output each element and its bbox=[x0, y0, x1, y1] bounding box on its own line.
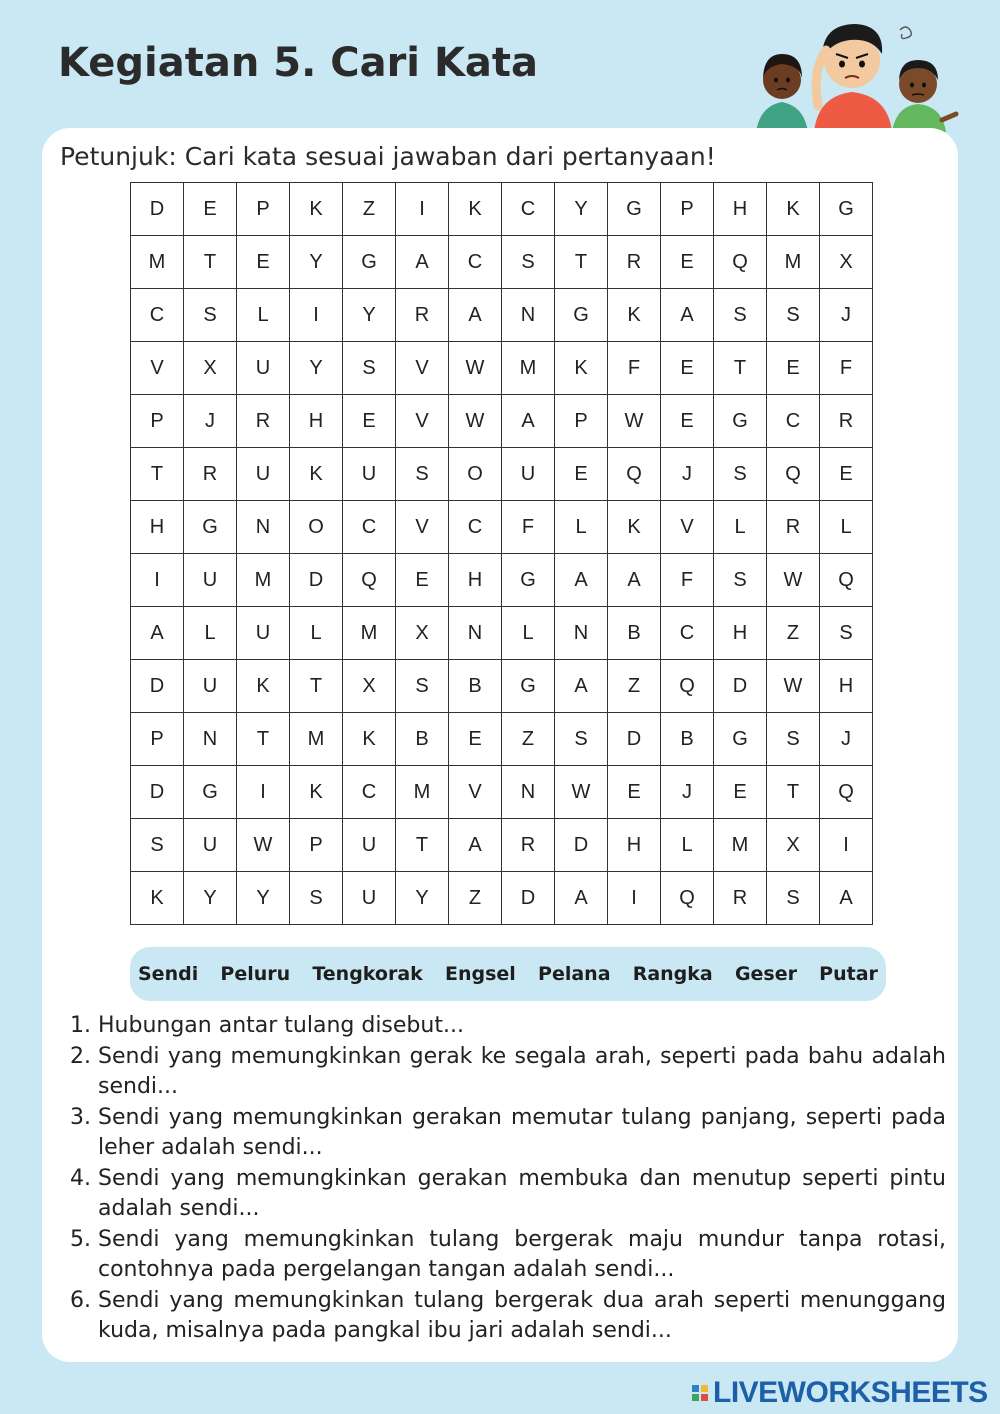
logo-text: LIVEWORKSHEETS bbox=[713, 1376, 988, 1409]
grid-cell[interactable]: L bbox=[555, 501, 608, 554]
grid-cell[interactable]: X bbox=[767, 819, 820, 872]
grid-cell[interactable]: P bbox=[290, 819, 343, 872]
grid-cell[interactable]: U bbox=[343, 448, 396, 501]
grid-cell[interactable]: L bbox=[714, 501, 767, 554]
grid-cell[interactable]: Y bbox=[555, 183, 608, 236]
grid-cell[interactable]: Z bbox=[449, 872, 502, 925]
grid-cell[interactable]: N bbox=[237, 501, 290, 554]
grid-cell[interactable]: M bbox=[714, 819, 767, 872]
instruction-text: Petunjuk: Cari kata sesuai jawaban dari pertanyaan! bbox=[60, 142, 716, 171]
grid-cell[interactable]: S bbox=[714, 289, 767, 342]
word-bank-item: Geser bbox=[734, 963, 797, 985]
grid-cell[interactable]: P bbox=[555, 395, 608, 448]
grid-cell[interactable]: M bbox=[237, 554, 290, 607]
grid-cell[interactable]: W bbox=[608, 395, 661, 448]
grid-cell[interactable]: T bbox=[714, 342, 767, 395]
grid-cell[interactable]: H bbox=[290, 395, 343, 448]
grid-cell[interactable]: Z bbox=[502, 713, 555, 766]
children-illustration bbox=[752, 10, 960, 132]
grid-cell[interactable]: H bbox=[608, 819, 661, 872]
grid-cell[interactable]: A bbox=[396, 236, 449, 289]
grid-cell[interactable]: S bbox=[767, 289, 820, 342]
grid-row bbox=[131, 713, 873, 766]
word-bank-item: Putar bbox=[819, 963, 878, 985]
word-bank-item: Rangka bbox=[632, 963, 713, 985]
grid-cell[interactable]: H bbox=[714, 183, 767, 236]
grid-cell[interactable]: M bbox=[343, 607, 396, 660]
grid-cell[interactable]: E bbox=[555, 448, 608, 501]
grid-cell[interactable]: S bbox=[714, 554, 767, 607]
grid-cell[interactable]: W bbox=[237, 819, 290, 872]
grid-cell[interactable]: T bbox=[290, 660, 343, 713]
grid-cell[interactable]: X bbox=[343, 660, 396, 713]
question-item: 3. Sendi yang memungkinkan gerakan memutar tulang panjang, seperti pada leher adalah sendi... bbox=[98, 1103, 946, 1164]
word-bank-item: Pelana bbox=[538, 963, 611, 985]
grid-cell[interactable]: H bbox=[449, 554, 502, 607]
grid-cell[interactable]: Q bbox=[767, 448, 820, 501]
grid-cell[interactable]: C bbox=[661, 607, 714, 660]
grid-cell[interactable]: K bbox=[449, 183, 502, 236]
grid-cell[interactable]: S bbox=[767, 713, 820, 766]
grid-cell[interactable]: S bbox=[555, 713, 608, 766]
grid-cell[interactable]: Y bbox=[237, 872, 290, 925]
grid-cell[interactable]: S bbox=[131, 819, 184, 872]
grid-cell[interactable]: X bbox=[820, 236, 873, 289]
grid-cell[interactable]: P bbox=[131, 395, 184, 448]
grid-cell[interactable]: S bbox=[820, 607, 873, 660]
grid-cell[interactable]: E bbox=[714, 766, 767, 819]
grid-cell[interactable]: B bbox=[608, 607, 661, 660]
grid-cell[interactable]: U bbox=[184, 819, 237, 872]
grid-cell[interactable]: M bbox=[290, 713, 343, 766]
grid-cell[interactable]: I bbox=[820, 819, 873, 872]
grid-cell[interactable]: E bbox=[608, 766, 661, 819]
grid-cell[interactable]: I bbox=[396, 183, 449, 236]
grid-cell[interactable]: K bbox=[767, 183, 820, 236]
grid-cell[interactable]: Q bbox=[820, 554, 873, 607]
grid-cell[interactable]: A bbox=[555, 554, 608, 607]
word-bank-item: Sendi bbox=[138, 963, 199, 985]
grid-cell[interactable]: E bbox=[396, 554, 449, 607]
word-search-grid bbox=[130, 182, 873, 925]
grid-cell[interactable]: A bbox=[555, 872, 608, 925]
grid-cell[interactable]: G bbox=[502, 554, 555, 607]
grid-cell[interactable]: T bbox=[396, 819, 449, 872]
grid-cell[interactable]: W bbox=[767, 554, 820, 607]
grid-cell[interactable]: S bbox=[502, 236, 555, 289]
grid-cell[interactable]: K bbox=[131, 872, 184, 925]
grid-cell[interactable]: I bbox=[290, 289, 343, 342]
grid-row bbox=[131, 183, 873, 236]
grid-cell[interactable]: N bbox=[184, 713, 237, 766]
liveworksheets-logo bbox=[692, 1376, 988, 1410]
grid-cell[interactable]: J bbox=[661, 448, 714, 501]
grid-cell[interactable]: D bbox=[290, 554, 343, 607]
question-item: 1. Hubungan antar tulang disebut... bbox=[98, 1011, 946, 1042]
grid-cell[interactable]: U bbox=[184, 660, 237, 713]
grid-cell[interactable]: A bbox=[820, 872, 873, 925]
grid-cell[interactable]: V bbox=[396, 501, 449, 554]
grid-cell[interactable]: G bbox=[184, 501, 237, 554]
grid-cell[interactable]: G bbox=[714, 395, 767, 448]
grid-cell[interactable]: A bbox=[449, 819, 502, 872]
grid-cell[interactable]: D bbox=[131, 183, 184, 236]
grid-row bbox=[131, 872, 873, 925]
grid-cell[interactable]: Z bbox=[608, 660, 661, 713]
grid-cell[interactable]: U bbox=[343, 872, 396, 925]
grid-cell[interactable]: E bbox=[661, 236, 714, 289]
grid-cell[interactable]: E bbox=[184, 183, 237, 236]
grid-cell[interactable]: N bbox=[502, 289, 555, 342]
grid-cell[interactable]: V bbox=[131, 342, 184, 395]
grid-cell[interactable]: L bbox=[184, 607, 237, 660]
grid-cell[interactable]: Z bbox=[343, 183, 396, 236]
word-bank-item: Engsel bbox=[445, 963, 516, 985]
question-item: 5. Sendi yang memungkinkan tulang bergerak maju mundur tanpa rotasi, contohnya pada pergelangan tangan adalah sendi... bbox=[98, 1225, 946, 1286]
grid-cell[interactable]: T bbox=[131, 448, 184, 501]
grid-cell[interactable]: Q bbox=[661, 660, 714, 713]
grid-cell[interactable]: N bbox=[449, 607, 502, 660]
grid-cell[interactable]: E bbox=[449, 713, 502, 766]
grid-cell[interactable]: U bbox=[237, 607, 290, 660]
grid-cell[interactable]: G bbox=[820, 183, 873, 236]
grid-cell[interactable]: H bbox=[131, 501, 184, 554]
grid-cell[interactable]: V bbox=[396, 342, 449, 395]
grid-cell[interactable]: K bbox=[290, 448, 343, 501]
grid-cell[interactable]: B bbox=[661, 713, 714, 766]
grid-cell[interactable]: J bbox=[661, 766, 714, 819]
word-bank-item: Tengkorak bbox=[312, 963, 423, 985]
grid-cell[interactable]: K bbox=[290, 183, 343, 236]
grid-cell[interactable]: C bbox=[343, 766, 396, 819]
grid-cell[interactable]: W bbox=[767, 660, 820, 713]
grid-row bbox=[131, 289, 873, 342]
word-bank bbox=[130, 947, 886, 1001]
grid-cell[interactable]: S bbox=[396, 660, 449, 713]
logo-icon bbox=[692, 1385, 708, 1401]
grid-cell[interactable]: T bbox=[555, 236, 608, 289]
grid-cell[interactable]: P bbox=[237, 183, 290, 236]
grid-cell[interactable]: W bbox=[555, 766, 608, 819]
grid-cell[interactable]: W bbox=[449, 342, 502, 395]
grid-cell[interactable]: A bbox=[131, 607, 184, 660]
grid-cell[interactable]: G bbox=[555, 289, 608, 342]
grid-cell[interactable]: B bbox=[449, 660, 502, 713]
grid-row bbox=[131, 766, 873, 819]
grid-cell[interactable]: N bbox=[555, 607, 608, 660]
grid-cell[interactable]: V bbox=[396, 395, 449, 448]
grid-cell[interactable]: R bbox=[820, 395, 873, 448]
grid-row bbox=[131, 395, 873, 448]
grid-cell[interactable]: G bbox=[343, 236, 396, 289]
grid-cell[interactable]: D bbox=[714, 660, 767, 713]
question-item: 6. Sendi yang memungkinkan tulang bergerak dua arah seperti menunggang kuda, misalnya pada pangkal ibu jari adalah sendi... bbox=[98, 1286, 946, 1347]
grid-cell[interactable]: X bbox=[396, 607, 449, 660]
grid-cell[interactable]: D bbox=[555, 819, 608, 872]
grid-cell[interactable]: C bbox=[767, 395, 820, 448]
grid-cell[interactable]: A bbox=[502, 395, 555, 448]
grid-cell[interactable]: E bbox=[820, 448, 873, 501]
grid-cell[interactable]: F bbox=[820, 342, 873, 395]
grid-cell[interactable]: U bbox=[502, 448, 555, 501]
grid-cell[interactable]: R bbox=[714, 872, 767, 925]
grid-cell[interactable]: D bbox=[131, 660, 184, 713]
grid-cell[interactable]: C bbox=[449, 236, 502, 289]
grid-row bbox=[131, 448, 873, 501]
grid-row bbox=[131, 607, 873, 660]
grid-cell[interactable]: K bbox=[608, 501, 661, 554]
grid-cell[interactable]: F bbox=[661, 554, 714, 607]
grid-cell[interactable]: Y bbox=[290, 342, 343, 395]
grid-row bbox=[131, 342, 873, 395]
grid-row bbox=[131, 660, 873, 713]
grid-cell[interactable]: I bbox=[608, 872, 661, 925]
grid-cell[interactable]: Q bbox=[820, 766, 873, 819]
grid-cell[interactable]: H bbox=[820, 660, 873, 713]
grid-cell[interactable]: Y bbox=[396, 872, 449, 925]
grid-cell[interactable]: D bbox=[131, 766, 184, 819]
grid-cell[interactable]: Y bbox=[184, 872, 237, 925]
grid-cell[interactable]: O bbox=[290, 501, 343, 554]
grid-cell[interactable]: G bbox=[502, 660, 555, 713]
grid-cell[interactable]: A bbox=[661, 289, 714, 342]
grid-cell[interactable]: R bbox=[608, 236, 661, 289]
grid-cell[interactable]: R bbox=[502, 819, 555, 872]
grid-cell[interactable]: E bbox=[343, 395, 396, 448]
grid-cell[interactable]: L bbox=[661, 819, 714, 872]
grid-cell[interactable]: F bbox=[502, 501, 555, 554]
grid-cell[interactable]: G bbox=[184, 766, 237, 819]
grid-cell[interactable]: T bbox=[184, 236, 237, 289]
grid-cell[interactable]: P bbox=[131, 713, 184, 766]
grid-cell[interactable]: X bbox=[184, 342, 237, 395]
grid-cell[interactable]: K bbox=[608, 289, 661, 342]
grid-cell[interactable]: M bbox=[396, 766, 449, 819]
grid-cell[interactable]: T bbox=[237, 713, 290, 766]
question-item: 2. Sendi yang memungkinkan gerak ke segala arah, seperti pada bahu adalah sendi... bbox=[98, 1042, 946, 1103]
grid-cell[interactable]: U bbox=[343, 819, 396, 872]
grid-cell[interactable]: V bbox=[449, 766, 502, 819]
grid-cell[interactable]: Q bbox=[343, 554, 396, 607]
grid-cell[interactable]: P bbox=[661, 183, 714, 236]
grid-cell[interactable]: T bbox=[767, 766, 820, 819]
grid-cell[interactable]: I bbox=[237, 766, 290, 819]
grid-cell[interactable]: K bbox=[290, 766, 343, 819]
grid-cell[interactable]: H bbox=[714, 607, 767, 660]
grid-cell[interactable]: F bbox=[608, 342, 661, 395]
grid-cell[interactable]: K bbox=[343, 713, 396, 766]
grid-cell[interactable]: R bbox=[237, 395, 290, 448]
grid-cell[interactable]: Y bbox=[290, 236, 343, 289]
grid-cell[interactable]: L bbox=[290, 607, 343, 660]
grid-cell[interactable]: V bbox=[661, 501, 714, 554]
grid-cell[interactable]: J bbox=[184, 395, 237, 448]
grid-cell[interactable]: E bbox=[237, 236, 290, 289]
grid-cell[interactable]: S bbox=[343, 342, 396, 395]
grid-cell[interactable]: A bbox=[555, 660, 608, 713]
grid-cell[interactable]: U bbox=[237, 448, 290, 501]
grid-cell[interactable]: E bbox=[661, 342, 714, 395]
grid-cell[interactable]: L bbox=[237, 289, 290, 342]
grid-row bbox=[131, 501, 873, 554]
grid-cell[interactable]: M bbox=[767, 236, 820, 289]
grid-cell[interactable]: J bbox=[820, 713, 873, 766]
grid-cell[interactable]: S bbox=[184, 289, 237, 342]
grid-cell[interactable]: I bbox=[131, 554, 184, 607]
question-list bbox=[72, 1011, 946, 1347]
grid-cell[interactable]: M bbox=[131, 236, 184, 289]
grid-cell[interactable]: G bbox=[714, 713, 767, 766]
grid-cell[interactable]: U bbox=[184, 554, 237, 607]
grid-cell[interactable]: R bbox=[767, 501, 820, 554]
grid-cell[interactable]: S bbox=[767, 872, 820, 925]
grid-cell[interactable]: A bbox=[608, 554, 661, 607]
grid-cell[interactable]: D bbox=[502, 872, 555, 925]
grid-cell[interactable]: M bbox=[502, 342, 555, 395]
grid-cell[interactable]: C bbox=[449, 501, 502, 554]
grid-cell[interactable]: A bbox=[449, 289, 502, 342]
grid-cell[interactable]: Z bbox=[767, 607, 820, 660]
grid-cell[interactable]: C bbox=[131, 289, 184, 342]
grid-cell[interactable]: C bbox=[343, 501, 396, 554]
grid-cell[interactable]: C bbox=[502, 183, 555, 236]
grid-cell[interactable]: Q bbox=[714, 236, 767, 289]
grid-cell[interactable]: S bbox=[396, 448, 449, 501]
grid-cell[interactable]: K bbox=[237, 660, 290, 713]
grid-cell[interactable]: R bbox=[184, 448, 237, 501]
grid-cell[interactable]: R bbox=[396, 289, 449, 342]
grid-cell[interactable]: B bbox=[396, 713, 449, 766]
grid-cell[interactable]: L bbox=[820, 501, 873, 554]
grid-cell[interactable]: Q bbox=[608, 448, 661, 501]
grid-cell[interactable]: D bbox=[608, 713, 661, 766]
grid-cell[interactable]: O bbox=[449, 448, 502, 501]
grid-cell[interactable]: K bbox=[555, 342, 608, 395]
question-item: 4. Sendi yang memungkinkan gerakan membuka dan menutup seperti pintu adalah sendi... bbox=[98, 1164, 946, 1225]
grid-row bbox=[131, 236, 873, 289]
grid-cell[interactable]: G bbox=[608, 183, 661, 236]
grid-cell[interactable]: S bbox=[290, 872, 343, 925]
grid-cell[interactable]: S bbox=[714, 448, 767, 501]
grid-cell[interactable]: N bbox=[502, 766, 555, 819]
grid-cell[interactable]: W bbox=[449, 395, 502, 448]
grid-row bbox=[131, 554, 873, 607]
grid-cell[interactable]: Y bbox=[343, 289, 396, 342]
grid-cell[interactable]: J bbox=[820, 289, 873, 342]
page-title: Kegiatan 5. Cari Kata bbox=[58, 40, 539, 86]
grid-cell[interactable]: L bbox=[502, 607, 555, 660]
grid-cell[interactable]: E bbox=[767, 342, 820, 395]
grid-cell[interactable]: Q bbox=[661, 872, 714, 925]
word-bank-item: Peluru bbox=[220, 963, 291, 985]
grid-cell[interactable]: U bbox=[237, 342, 290, 395]
grid-cell[interactable]: E bbox=[661, 395, 714, 448]
grid-row bbox=[131, 819, 873, 872]
